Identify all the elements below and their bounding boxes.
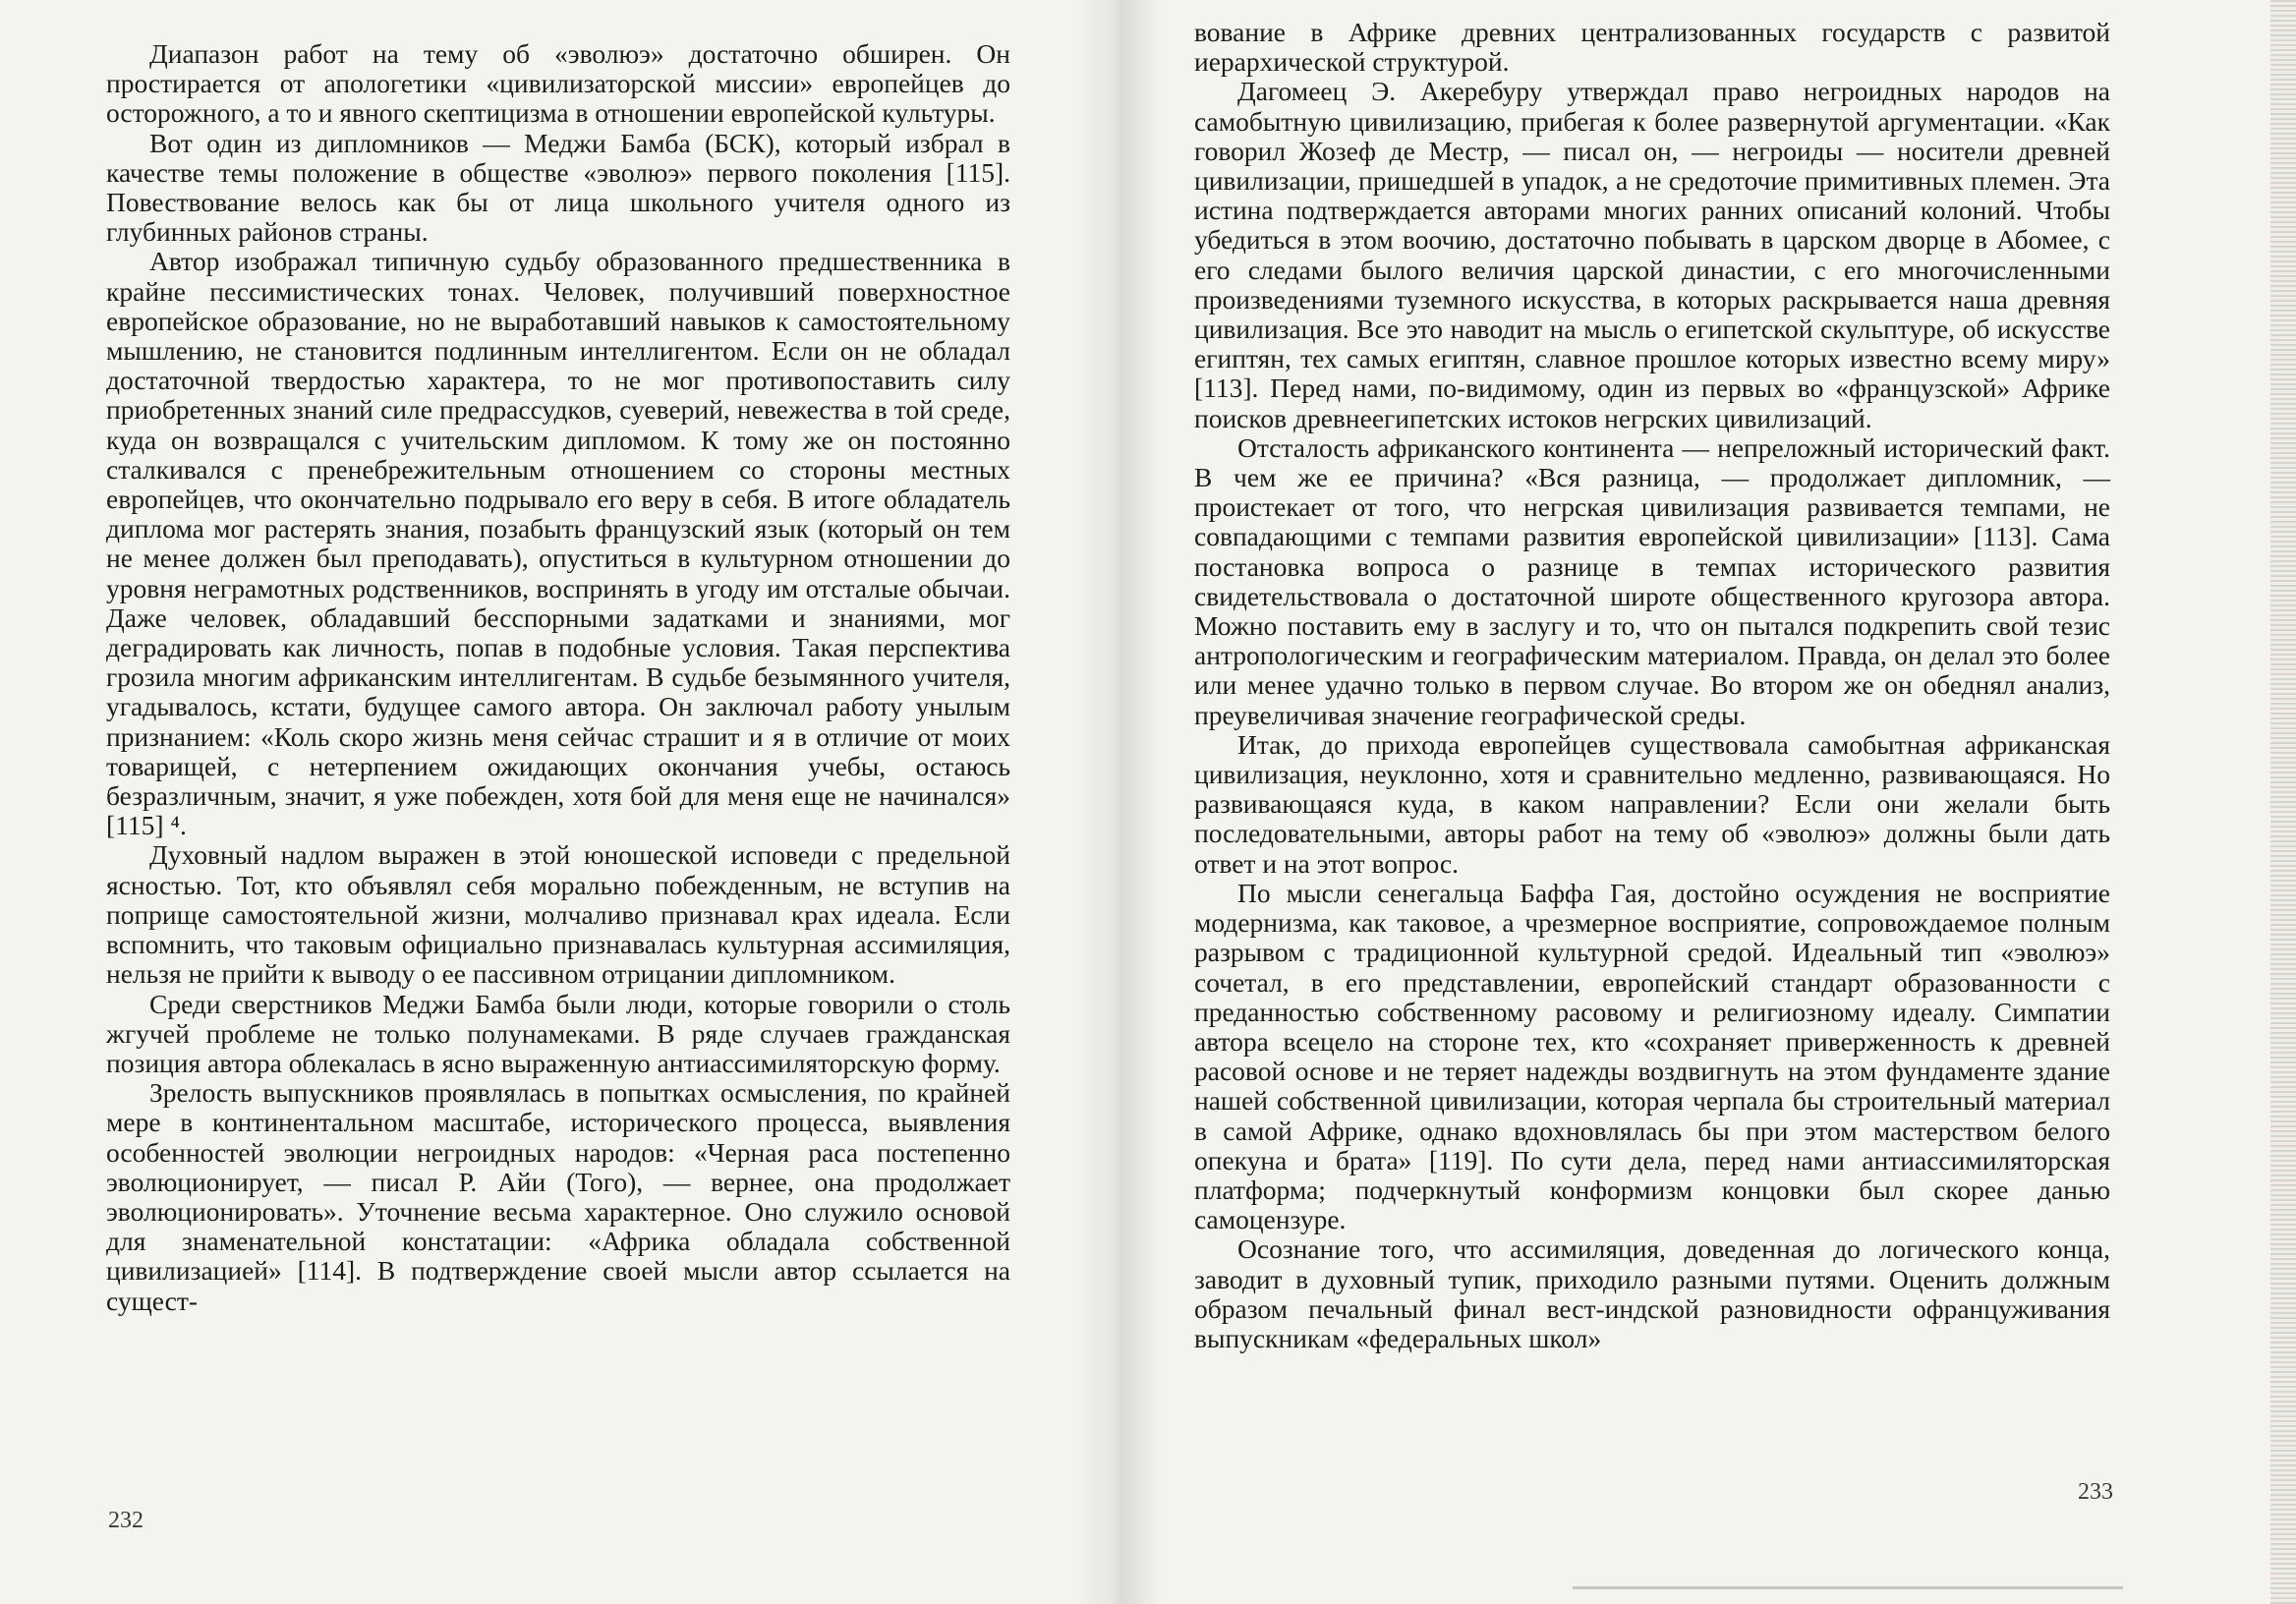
paragraph: Итак, до прихода европейцев существовала самобытная африканская цивилизация, неуклонно, хотя и сравнительно медленно, развивающаяся. Но развивающаяся куда, в каком направлении? Если они желали быть последовательными, авторы работ на тему об «эволюэ» должны были дать ответ и на этот вопрос.: [1194, 728, 2110, 879]
paragraph: вование в Африке древних централизованных государств с развитой иерархической структурой.: [1194, 17, 2110, 78]
scan-artifact: [1573, 1586, 2123, 1589]
page-edge: [2270, 0, 2296, 1604]
page-number-left: 232: [108, 1508, 144, 1533]
paragraph: Дагомеец Э. Акеребуру утверждал право негроидных народов на самобытную цивилизацию, прибегая к более развернутой аргументации. «Как говорил Жозеф де Местр, — писал он, — негроиды — носители древней цивилизации, пришедшей в упадок, а не средоточие примитивных племен. Эта истина подтверждается авторами многих ранних описаний колоний. Чтобы убедиться в этом воочию, достаточно побывать в царском дворце в Абомее, с его следами былого величия царской династии, с его многочисленными произведениями туземного искусства, в которых раскрывается наша древняя цивилизация. Все это наводит на мысль о египетской скульптуре, об искусстве египтян, тех самых египтян, славное прошлое которых известно всему миру» [113]. Перед нами, по-видимому, один из первых во «французской» Африке поисков древнеегипетских истоков негрских цивилизаций.: [1194, 76, 2110, 433]
paragraph: По мысли сенегальца Баффа Гая, достойно осуждения не восприятие модернизма, как таковое, а чрезмерное восприятие, сопровождаемое полным разрывом с традиционной культурной средой. Идеальный тип «эволюэ» сочетал, в его представлении, европейский стандарт образованности с преданностью собственному расовому и религиозному идеалу. Симпатии автора всецело на стороне тех, кто «сохраняет приверженность к древней расовой основе и не теряет надежды воздвигнуть на этом фундаменте здание нашей собственной цивилизации, которая черпала бы строительный материал в самой Африке, однако вдохновлялась бы при этом мастерством белого опекуна и брата» [119]. По сути дела, перед нами антиассимиляторская платформа; подчеркнутый конформизм концовки был скорее данью самоцензуре.: [1194, 877, 2110, 1235]
paragraph: Зрелость выпускников проявлялась в попытках осмысления, по крайней мере в континентальном масштабе, исторического процесса, выявления особенностей эволюции негроидных народов: «Черная раса постепенно эволюционирует, — писал Р. Айи (Того), — вернее, она продолжает эволюционировать». Уточнение весьма характерное. Оно служило основой для знаменательной констатации: «Африка обладала собственной цивилизацией» [114]. В подтверждение своей мысли автор ссылается на сущест-: [106, 1077, 1010, 1316]
book-gutter: [1073, 0, 1162, 1604]
paragraph: Вот один из дипломников — Меджи Бамба (БСК), который избрал в качестве темы положение в обществе «эволюэ» первого поколения [115]. Повествование велось как бы от лица школьного учителя одного из глубинных районов страны.: [106, 127, 1010, 248]
left-page-text: [106, 39, 1010, 1316]
paragraph: Диапазон работ на тему об «эволюэ» достаточно обширен. Он простирается от апологетики «цивилизаторской миссии» европейцев до осторожного, а то и явного скептицизма в отношении европейской культуры.: [106, 38, 1010, 129]
paragraph: Автор изображал типичную судьбу образованного предшественника в крайне пессимистических тонах. Человек, получивший поверхностное европейское образование, но не выработавший навыков к самостоятельному мышлению, не становится подлинным интеллигентом. Если он не обладал достаточной твердостью характера, то не мог противопоставить силу приобретенных знаний силе предрассудков, суеверий, невежества в той среде, куда он возвращался с учительским дипломом. К тому же он постоянно сталкивался с пренебрежительным отношением со стороны местных европейцев, что окончательно подрывало его веру в себя. В итоге обладатель диплома мог растерять знания, позабыть французский язык (который он тем не менее должен был преподавать), опуститься в культурном отношении до уровня неграмотных родственников, воспринять в угоду им отсталые обычаи. Даже человек, обладавший бесспорными задатками и знаниями, мог деградировать как личность, попав в подобные условия. Такая перспектива грозила многим африканским интеллигентам. В судьбе безымянного учителя, угадывалось, кстати, будущее самого автора. Он заключал работу унылым признанием: «Коль скоро жизнь меня сейчас страшит и я в отличие от моих товарищей, с нетерпением ожидающих окончания учебы, остаюсь безразличным, значит, я уже побежден, хотя бой для меня еще не начинался» [115] ⁴.: [106, 246, 1010, 841]
paragraph: Осознание того, что ассимиляция, доведенная до логического конца, заводит в духовный тупик, приходило разными путями. Оценить должным образом печальный финал вест-индской разновидности офранцуживания выпускникам «федеральных школ»: [1194, 1233, 2110, 1353]
page-number-right: 233: [2078, 1479, 2113, 1505]
paragraph: Духовный надлом выражен в этой юношеской исповеди с предельной ясностью. Тот, кто объявлял себя морально побежденным, не вступив на поприще самостоятельной жизни, молчаливо признавал крах идеала. Если вспомнить, что таковым официально признавалась культурная ассимиляция, нельзя не прийти к выводу о ее пассивном отрицании дипломником.: [106, 839, 1010, 990]
paragraph: Среди сверстников Меджи Бамба были люди, которые говорили о столь жгучей проблеме не только полунамеками. В ряде случаев гражданская позиция автора облекалась в ясно выраженную антиассимиляторскую форму.: [106, 988, 1010, 1078]
right-page-text: [1194, 18, 2110, 1353]
paragraph: Отсталость африканского континента — непреложный исторический факт. В чем же ее причина? «Вся разница, — продолжает дипломник, — проистекает от того, что негрская цивилизация развивается темпами, не совпадающими с темпами развития европейской цивилизации» [113]. Сама постановка вопроса о разнице в темпах исторического развития свидетельствовала о достаточной широте общественного кругозора автора. Можно поставить ему в заслугу и то, что он пытался подкрепить свой тезис антропологическим и географическим материалом. Правда, он делал это более или менее удачно только в первом случае. Во втором же он обеднял анализ, преувеличивая значение географической среды.: [1194, 431, 2110, 730]
